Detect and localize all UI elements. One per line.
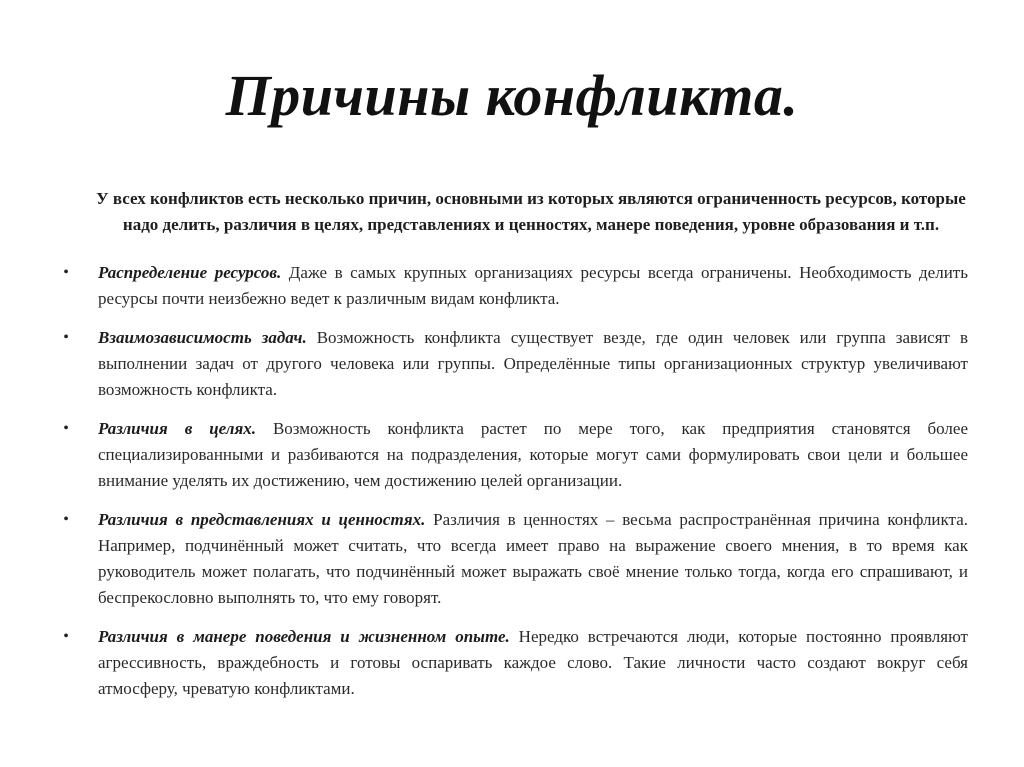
- bullet-icon: •: [63, 329, 69, 346]
- bullet-text: Различия в ценностях – весьма распространённая причина конфликта. Например, подчинённый может считать, что всегда имеет право на выражение своего мнения, в то время как руководитель может полагать, что подчинённый может выражать своё мнение только тогда, когда его спрашивают, и беспрекословно выполнять то, что ему говорят.: [98, 510, 968, 607]
- bullet-icon: •: [63, 628, 69, 645]
- bullet-icon: •: [63, 420, 69, 437]
- bullet-text: Возможность конфликта растет по мере того, как предприятия становятся более специализированными и разбиваются на подразделения, которые могут сами формулировать свои цели и большее внимание уделять их достижению, чем достижению целей организации.: [98, 419, 968, 490]
- bullet-icon: •: [63, 511, 69, 528]
- list-item: [58, 507, 968, 611]
- list-item: [58, 624, 968, 702]
- bullet-text: Возможность конфликта существует везде, где один человек или группа зависят в выполнении задач от другого человека или группы. Определённые типы организационных структур увеличивают возможность конфликта.: [98, 328, 968, 399]
- causes-list: [58, 260, 968, 715]
- bullet-heading: Различия в представлениях и ценностях.: [98, 510, 426, 529]
- bullet-heading: Взаимозависимость задач.: [98, 328, 307, 347]
- list-item: [58, 325, 968, 403]
- bullet-heading: Различия в целях.: [98, 419, 257, 438]
- list-item: [58, 260, 968, 312]
- bullet-text: Даже в самых крупных организациях ресурсы всегда ограничены. Необходимость делить ресурсы почти неизбежно ведет к различным видам конфликта.: [98, 263, 968, 308]
- list-item: [58, 416, 968, 494]
- bullet-heading: Распределение ресурсов.: [98, 263, 282, 282]
- bullet-heading: Различия в манере поведения и жизненном опыте.: [98, 627, 510, 646]
- intro-paragraph: У всех конфликтов есть несколько причин, основными из которых являются ограниченность ресурсов, которые надо делить, различия в целях, представлениях и ценностях, манере поведения, уровне образования и т.п.: [96, 189, 966, 234]
- slide-title: Причины конфликта.: [225, 63, 799, 128]
- bullet-icon: •: [63, 264, 69, 281]
- bullet-text: Нередко встречаются люди, которые постоянно проявляют агрессивность, враждебность и готовы оспаривать каждое слово. Такие личности часто создают вокруг себя атмосферу, чреватую конфликтами.: [98, 627, 968, 698]
